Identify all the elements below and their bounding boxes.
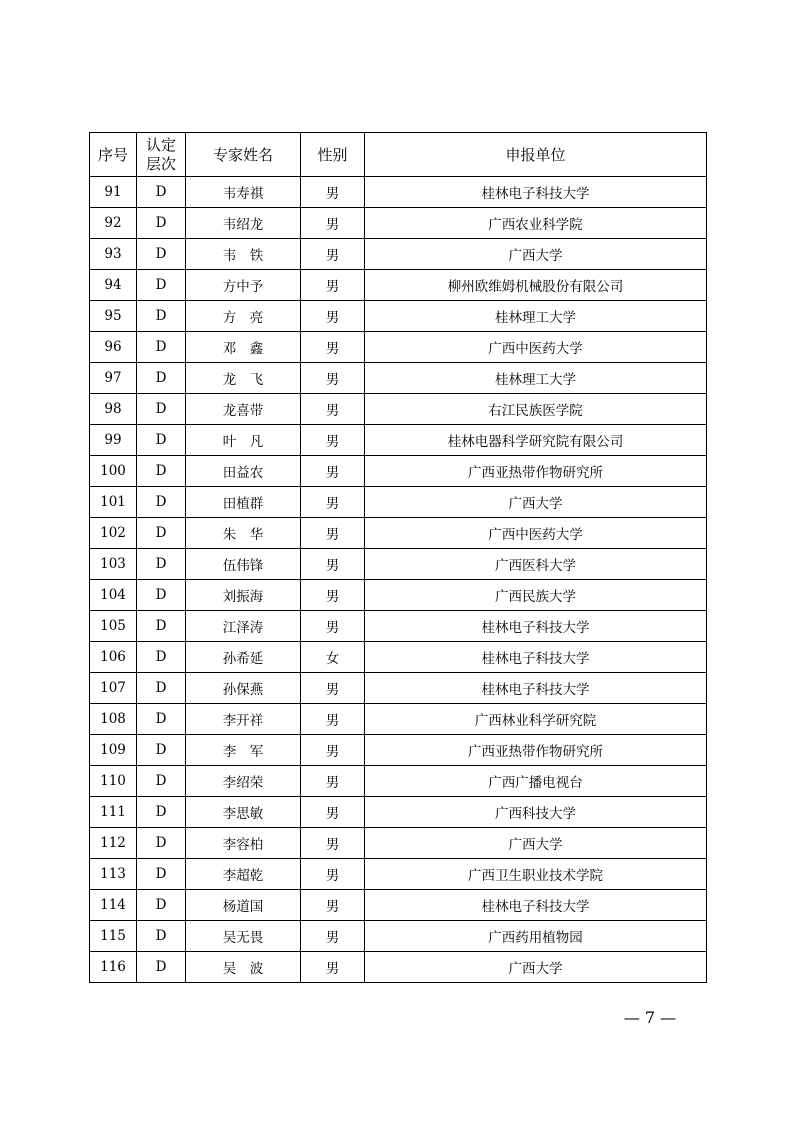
cell-gender: 男 [301,673,365,704]
cell-level: D [137,611,186,642]
cell-gender: 男 [301,549,365,580]
cell-unit: 广西大学 [365,239,707,270]
cell-name: 韦 铁 [186,239,301,270]
cell-gender: 男 [301,456,365,487]
table-body [90,177,707,983]
cell-seq: 96 [90,332,137,363]
cell-name: 伍伟锋 [186,549,301,580]
cell-gender: 男 [301,797,365,828]
cell-gender: 男 [301,425,365,456]
table-row [90,611,707,642]
cell-gender: 男 [301,828,365,859]
cell-level: D [137,735,186,766]
table-header-row [90,133,707,177]
cell-name: 杨道国 [186,890,301,921]
cell-unit: 广西广播电视台 [365,766,707,797]
table-row [90,487,707,518]
cell-gender: 男 [301,363,365,394]
cell-gender: 男 [301,890,365,921]
cell-unit: 柳州欧维姆机械股份有限公司 [365,270,707,301]
cell-gender: 男 [301,487,365,518]
cell-seq: 116 [90,952,137,983]
table-row [90,549,707,580]
table-row [90,735,707,766]
cell-seq: 104 [90,580,137,611]
table-row [90,394,707,425]
cell-name: 田益农 [186,456,301,487]
cell-unit: 桂林电子科技大学 [365,673,707,704]
table-row [90,673,707,704]
cell-name: 吴无畏 [186,921,301,952]
cell-level: D [137,704,186,735]
table-row [90,766,707,797]
cell-level: D [137,766,186,797]
cell-gender: 男 [301,735,365,766]
cell-level: D [137,208,186,239]
cell-unit: 广西科技大学 [365,797,707,828]
table-row [90,859,707,890]
cell-seq: 113 [90,859,137,890]
cell-seq: 95 [90,301,137,332]
cell-level: D [137,797,186,828]
cell-seq: 105 [90,611,137,642]
table-row [90,177,707,208]
cell-name: 李绍荣 [186,766,301,797]
cell-unit: 桂林电器科学研究院有限公司 [365,425,707,456]
cell-unit: 广西民族大学 [365,580,707,611]
cell-seq: 115 [90,921,137,952]
cell-unit: 桂林理工大学 [365,363,707,394]
cell-name: 李开祥 [186,704,301,735]
cell-name: 李 军 [186,735,301,766]
cell-gender: 男 [301,518,365,549]
cell-seq: 92 [90,208,137,239]
header-unit: 申报单位 [365,133,707,177]
page-number: — 7 — [623,1008,677,1027]
cell-level: D [137,363,186,394]
table-row [90,301,707,332]
cell-seq: 91 [90,177,137,208]
cell-name: 韦寿祺 [186,177,301,208]
cell-level: D [137,332,186,363]
cell-seq: 110 [90,766,137,797]
cell-unit: 广西医科大学 [365,549,707,580]
cell-level: D [137,239,186,270]
cell-unit: 广西林业科学研究院 [365,704,707,735]
cell-unit: 桂林电子科技大学 [365,611,707,642]
cell-level: D [137,425,186,456]
cell-name: 龙喜带 [186,394,301,425]
cell-gender: 男 [301,952,365,983]
cell-level: D [137,456,186,487]
cell-level: D [137,580,186,611]
cell-unit: 桂林电子科技大学 [365,890,707,921]
cell-unit: 广西卫生职业技术学院 [365,859,707,890]
cell-level: D [137,270,186,301]
cell-name: 孙希延 [186,642,301,673]
cell-level: D [137,301,186,332]
cell-seq: 111 [90,797,137,828]
cell-seq: 114 [90,890,137,921]
cell-gender: 男 [301,301,365,332]
cell-name: 方 亮 [186,301,301,332]
cell-name: 田植群 [186,487,301,518]
cell-name: 刘振海 [186,580,301,611]
cell-seq: 106 [90,642,137,673]
cell-unit: 桂林理工大学 [365,301,707,332]
table-row [90,332,707,363]
cell-unit: 广西中医药大学 [365,332,707,363]
cell-name: 李容柏 [186,828,301,859]
cell-seq: 99 [90,425,137,456]
cell-seq: 112 [90,828,137,859]
cell-seq: 108 [90,704,137,735]
table-row [90,456,707,487]
table-row [90,797,707,828]
table-row [90,270,707,301]
cell-gender: 男 [301,177,365,208]
cell-unit: 右江民族医学院 [365,394,707,425]
cell-gender: 男 [301,394,365,425]
cell-seq: 93 [90,239,137,270]
cell-name: 江泽涛 [186,611,301,642]
cell-gender: 男 [301,270,365,301]
cell-gender: 男 [301,611,365,642]
cell-unit: 广西大学 [365,828,707,859]
cell-seq: 94 [90,270,137,301]
cell-name: 叶 凡 [186,425,301,456]
cell-level: D [137,642,186,673]
header-seq: 序号 [90,133,137,177]
table-row [90,642,707,673]
cell-level: D [137,394,186,425]
cell-unit: 桂林电子科技大学 [365,177,707,208]
cell-level: D [137,921,186,952]
cell-name: 李超乾 [186,859,301,890]
cell-gender: 男 [301,239,365,270]
cell-gender: 男 [301,704,365,735]
cell-level: D [137,177,186,208]
cell-seq: 107 [90,673,137,704]
cell-name: 方中予 [186,270,301,301]
cell-name: 朱 华 [186,518,301,549]
table-row [90,704,707,735]
cell-gender: 男 [301,580,365,611]
cell-unit: 广西药用植物园 [365,921,707,952]
cell-unit: 桂林电子科技大学 [365,642,707,673]
cell-seq: 102 [90,518,137,549]
table-row [90,952,707,983]
cell-seq: 103 [90,549,137,580]
cell-level: D [137,890,186,921]
cell-gender: 男 [301,766,365,797]
cell-unit: 广西农业科学院 [365,208,707,239]
header-gender: 性别 [301,133,365,177]
table-row [90,890,707,921]
cell-seq: 97 [90,363,137,394]
cell-name: 孙保燕 [186,673,301,704]
cell-gender: 男 [301,208,365,239]
table-row [90,425,707,456]
cell-seq: 101 [90,487,137,518]
table-row [90,828,707,859]
table-row [90,580,707,611]
header-level-line1: 认定 [145,135,176,154]
cell-seq: 109 [90,735,137,766]
cell-seq: 100 [90,456,137,487]
cell-name: 吴 波 [186,952,301,983]
cell-seq: 98 [90,394,137,425]
cell-gender: 男 [301,921,365,952]
expert-list-table-container [89,132,706,983]
header-level [137,133,186,177]
table-row [90,239,707,270]
cell-name: 韦绍龙 [186,208,301,239]
table-row [90,921,707,952]
cell-gender: 男 [301,332,365,363]
cell-unit: 广西大学 [365,952,707,983]
cell-unit: 广西亚热带作物研究所 [365,456,707,487]
cell-name: 邓 鑫 [186,332,301,363]
cell-unit: 广西大学 [365,487,707,518]
cell-level: D [137,487,186,518]
table-row [90,208,707,239]
header-name: 专家姓名 [186,133,301,177]
cell-level: D [137,952,186,983]
header-level-line2: 层次 [145,154,176,173]
table-row [90,518,707,549]
cell-gender: 女 [301,642,365,673]
cell-name: 龙 飞 [186,363,301,394]
cell-level: D [137,673,186,704]
expert-list-table [89,132,707,983]
table-row [90,363,707,394]
cell-unit: 广西亚热带作物研究所 [365,735,707,766]
cell-level: D [137,859,186,890]
cell-gender: 男 [301,859,365,890]
cell-level: D [137,549,186,580]
cell-unit: 广西中医药大学 [365,518,707,549]
cell-level: D [137,518,186,549]
cell-name: 李思敏 [186,797,301,828]
cell-level: D [137,828,186,859]
